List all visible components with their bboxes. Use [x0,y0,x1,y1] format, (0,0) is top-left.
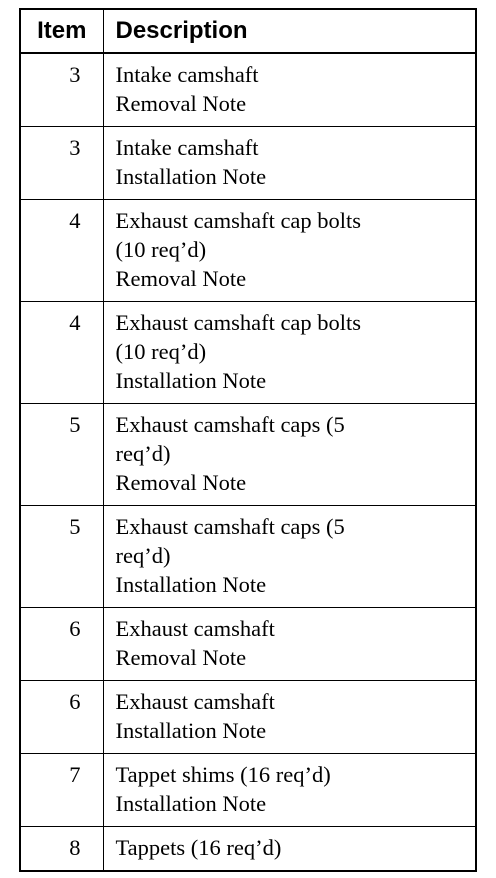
description-cell [103,754,475,827]
description-line: req’d) [115,543,171,568]
table-row [21,302,475,404]
item-number: 6 [21,681,103,754]
table-row [21,127,475,200]
description-column-header: Description [103,10,475,53]
table-row [21,608,475,681]
description-line: Intake camshaft [115,135,259,160]
table-row [21,506,475,608]
description-line: Removal Note [115,470,247,495]
description-cell [103,506,475,608]
table-row [21,681,475,754]
description-line: Installation Note [115,572,267,597]
description-line: Installation Note [115,791,267,816]
item-number: 3 [21,53,103,127]
item-number: 5 [21,404,103,506]
item-number: 4 [21,302,103,404]
description-line: Exhaust camshaft cap bolts [115,208,362,233]
item-number: 6 [21,608,103,681]
item-number: 3 [21,127,103,200]
table-header-row [21,10,475,53]
description-cell [103,404,475,506]
description-line: Intake camshaft [115,62,259,87]
description-cell [103,127,475,200]
parts-table [21,10,475,870]
description-cell [103,302,475,404]
description-line: Exhaust camshaft [115,689,275,714]
table-row [21,200,475,302]
table-row [21,827,475,871]
parts-table-container [19,8,477,872]
table-row [21,53,475,127]
item-column-header: Item [21,10,103,53]
description-cell [103,608,475,681]
item-number: 4 [21,200,103,302]
description-line: Exhaust camshaft caps (5 [115,412,345,437]
description-line: Installation Note [115,164,267,189]
description-line: Removal Note [115,266,247,291]
description-line: Exhaust camshaft [115,616,275,641]
description-line: Removal Note [115,645,247,670]
item-number: 7 [21,754,103,827]
description-line: Installation Note [115,368,267,393]
description-cell [103,827,475,871]
description-line: Removal Note [115,91,247,116]
item-number: 8 [21,827,103,871]
description-line: (10 req’d) [115,237,207,262]
table-body [21,53,475,870]
description-line: req’d) [115,441,171,466]
description-cell [103,681,475,754]
description-line: Exhaust camshaft cap bolts [115,310,362,335]
description-line: (10 req’d) [115,339,207,364]
description-cell [103,53,475,127]
description-line: Tappets (16 req’d) [115,835,282,860]
table-row [21,754,475,827]
item-number: 5 [21,506,103,608]
description-line: Exhaust camshaft caps (5 [115,514,345,539]
table-row [21,404,475,506]
description-cell [103,200,475,302]
description-line: Tappet shims (16 req’d) [115,762,331,787]
description-line: Installation Note [115,718,267,743]
